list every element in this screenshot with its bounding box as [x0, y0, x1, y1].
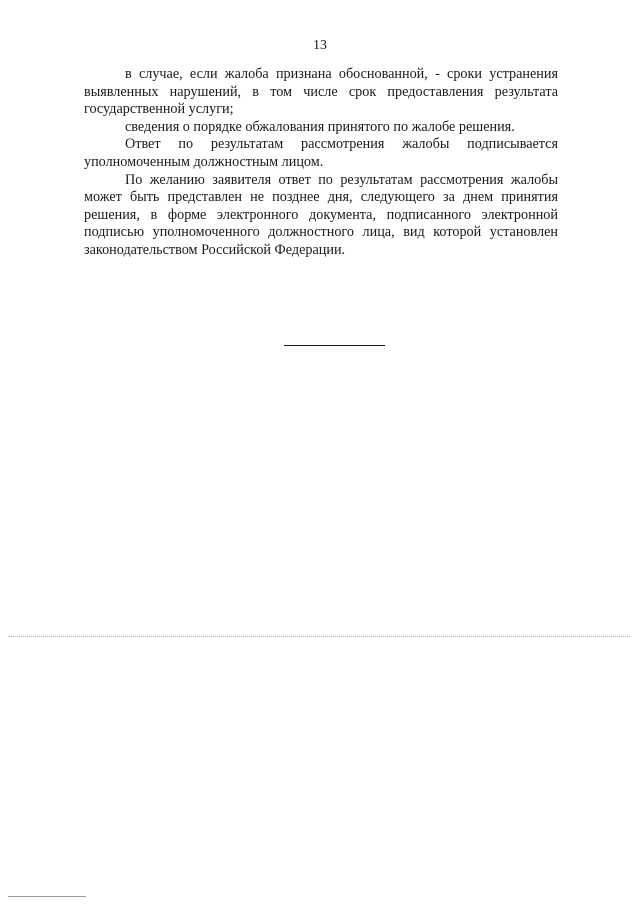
- paragraph-complaint-justified: в случае, если жалоба признана обоснованной, - сроки устранения выявленных нарушений, в том числе срок предоставления результата государственной услуги;: [84, 66, 558, 118]
- scan-artifact-line: [8, 636, 630, 637]
- scan-corner-mark: [8, 896, 86, 897]
- end-of-text-separator: [284, 345, 385, 346]
- paragraph-response-signed: Ответ по результатам рассмотрения жалобы подписывается уполномоченным должностным лицом.: [84, 136, 558, 170]
- document-body: [84, 66, 558, 260]
- page-number: 13: [313, 38, 327, 53]
- paragraph-appeal-procedure: сведения о порядке обжалования принятого по жалобе решения.: [125, 118, 515, 135]
- paragraph-electronic-response: По желанию заявителя ответ по результатам рассмотрения жалобы может быть представлен не позднее дня, следующего за днем принятия решения, в форме электронного документа, подписанного электронной подписью уполномоченного должностного лица, вид которой установлен законодательством Российской Федерации.: [84, 171, 558, 258]
